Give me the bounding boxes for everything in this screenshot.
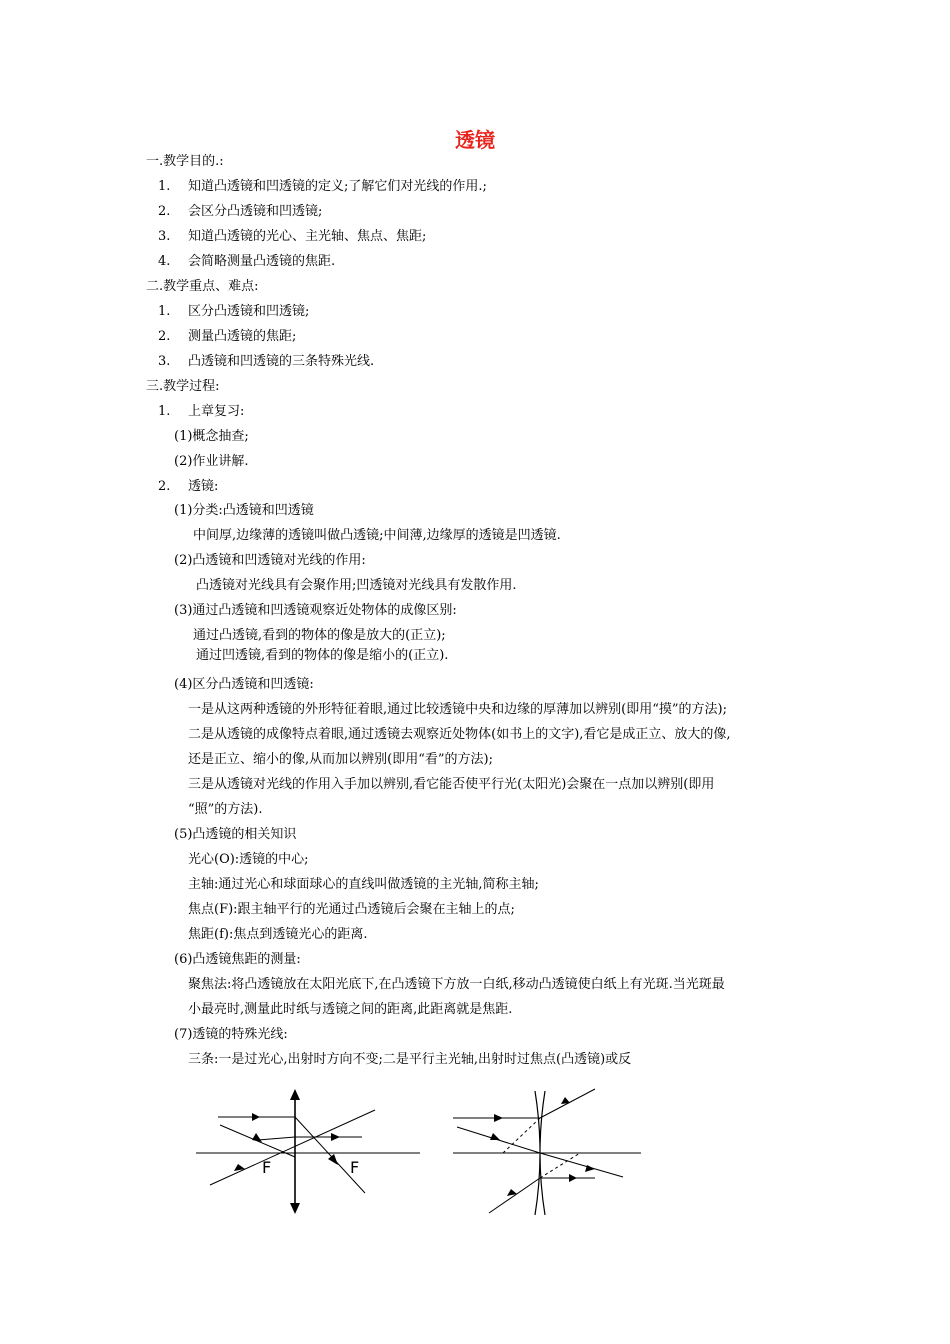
lens-top-arrowhead [290,1089,300,1100]
virtual-ray-dashed-2 [540,1153,580,1178]
process-item-2: 2. 透镜: [158,479,219,494]
subsection-5-text-4: 焦距(f):焦点到透镜光心的距离. [188,927,368,942]
subsection-5-text-3: 焦点(F):跟主轴平行的光通过凸透镜后会聚在主轴上的点; [188,902,515,917]
ray-through-focus-out [295,1117,365,1193]
left-focus-label: F [262,1158,272,1177]
subsection-6-text-2: 小最亮时,测量此时纸与透镜之间的距离,此距离就是焦距. [188,1002,513,1017]
concave-lens-diagram [445,1085,645,1220]
subsection-4-heading: (4)区分凸透镜和凹透镜: [174,677,314,692]
subsection-4-text-1: 一是从这两种透镜的外形特征着眼,通过比较透镜中央和边缘的厚薄加以辨别(即用“摸”的方法); [188,702,727,717]
subsection-1-heading: (1)分类:凸透镜和凹透镜 [174,503,314,518]
objective-item-1: 1. 知道凸透镜和凹透镜的定义;了解它们对光线的作用.; [158,179,487,194]
subsection-2-heading: (2)凸透镜和凹透镜对光线的作用: [174,553,366,568]
subsection-7-heading: (7)透镜的特殊光线: [174,1027,288,1042]
subsection-5-text-2: 主轴:通过光心和球面球心的直线叫做透镜的主光轴,简称主轴; [188,877,539,892]
subsection-3-text-2: 通过凹透镜,看到的物体的像是缩小的(正立). [196,648,449,663]
review-sub-2: (2)作业讲解. [174,454,249,469]
subsection-5-heading: (5)凸透镜的相关知识 [174,827,297,842]
subsection-4-text-5: “照”的方法). [188,802,263,817]
ray-diverge-out [540,1089,595,1118]
subsection-2-text: 凸透镜对光线具有会聚作用;凹透镜对光线具有发散作用. [196,578,517,593]
key-point-item-2: 2. 测量凸透镜的焦距; [158,329,297,344]
objective-item-4: 4. 会简略测量凸透镜的焦距. [158,254,336,269]
process-item-1: 1. 上章复习: [158,404,245,419]
convex-lens-diagram [190,1085,430,1220]
subsection-6-text-1: 聚焦法:将凸透镜放在太阳光底下,在凸透镜下方放一白纸,移动凸透镜使白纸上有光斑.当光斑最 [188,977,725,992]
objective-item-3: 3. 知道凸透镜的光心、主光轴、焦点、焦距; [158,229,427,244]
review-sub-1: (1)概念抽查; [174,429,249,444]
subsection-6-heading: (6)凸透镜焦距的测量: [174,952,301,967]
subsection-1-text: 中间厚,边缘薄的透镜叫做凸透镜;中间薄,边缘厚的透镜是凹透镜. [193,528,561,543]
subsection-4-text-3: 还是正立、缩小的像,从而加以辨别(即用“看”的方法); [188,752,493,767]
ray-refracted [540,1153,623,1177]
virtual-ray-dashed [503,1118,540,1153]
key-point-item-1: 1. 区分凸透镜和凹透镜; [158,304,310,319]
section-heading-process: 三.教学过程: [146,379,220,394]
subsection-4-text-2: 二是从透镜的成像特点着眼,通过透镜去观察近处物体(如书上的文字),看它是成正立、放大的像, [188,727,731,742]
ray-lower-in [489,1178,540,1213]
subsection-4-text-4: 三是从透镜对光线的作用入手加以辨别,看它能否使平行光(太阳光)会聚在一点加以辨别(即用 [188,777,715,792]
subsection-7-text-1: 三条:一是过光心,出射时方向不变;二是平行主光轴,出射时过焦点(凸透镜)或反 [188,1052,632,1067]
subsection-5-text-1: 光心(O):透镜的中心; [188,852,309,867]
subsection-3-heading: (3)通过凸透镜和凹透镜观察近处物体的成像区别: [174,603,457,618]
section-heading-key-points: 二.教学重点、难点: [146,279,259,294]
section-heading-objectives: 一.教学目的.: [146,154,224,169]
subsection-3-text-1: 通过凸透镜,看到的物体的像是放大的(正立); [193,628,446,643]
page-title: 透镜 [455,128,495,152]
objective-item-2: 2. 会区分凸透镜和凹透镜; [158,204,323,219]
key-point-item-3: 3. 凸透镜和凹透镜的三条特殊光线. [158,354,375,369]
right-focus-label: F [350,1158,360,1177]
lens-bottom-arrowhead [290,1203,300,1214]
ray-via-lens [258,1137,295,1140]
